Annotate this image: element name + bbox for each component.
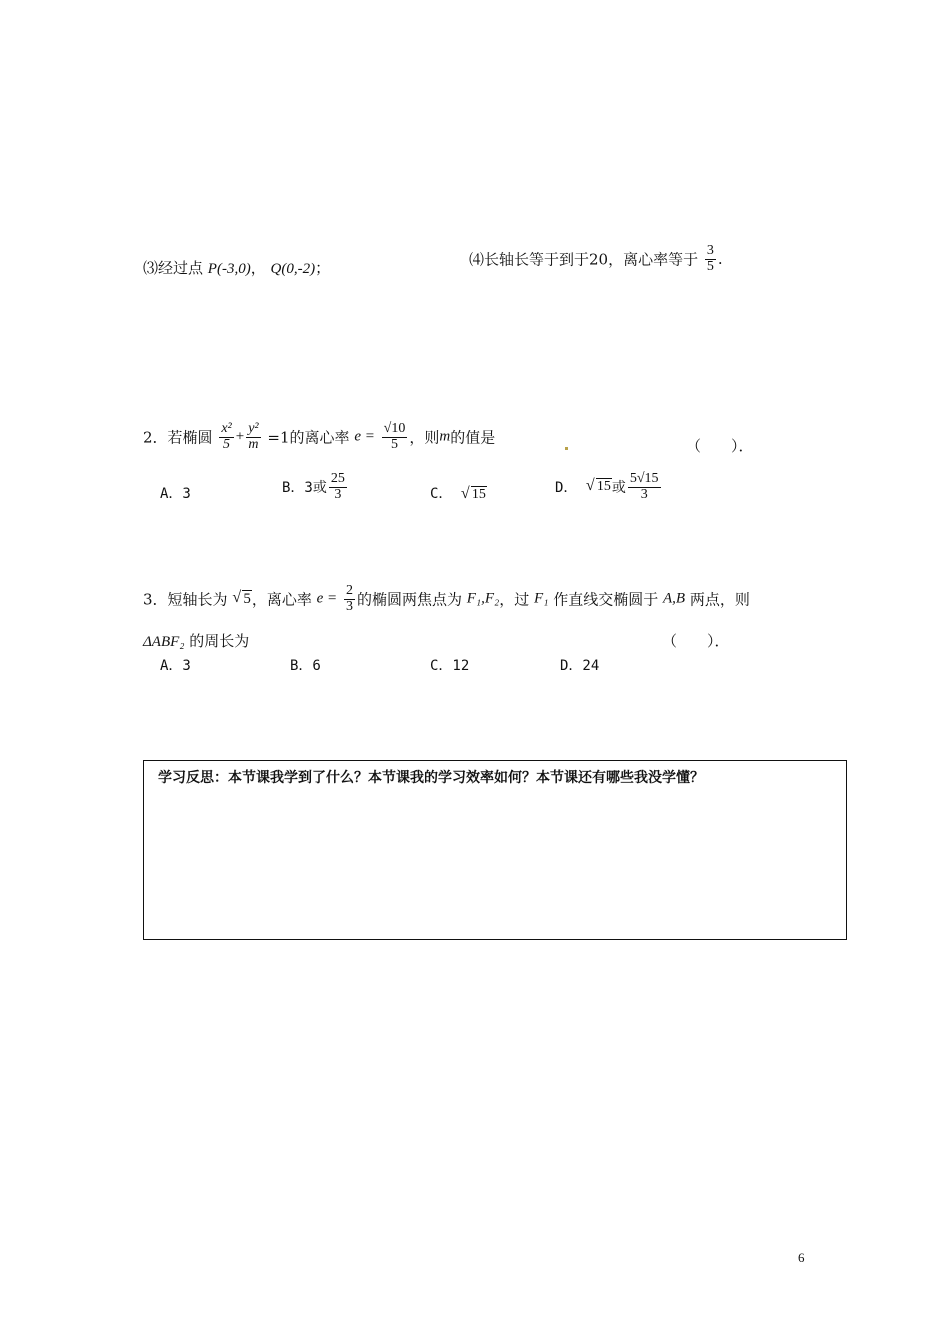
q2-stem: 2．若椭圆 $\frac{\text{x²}}{5}$ + $\frac{\text{y²}}{m}$ =1的离心率 e = $\frac{√10}{5}$ ，则m的值是 [143,421,496,452]
q3-choice-a: A．3 [160,658,191,674]
q2-fraction-x: $\frac{\text{x²}}{5}$ [221,421,232,452]
q2-choice-d: D． √ 15或 $\frac{5√15}{3}$ [555,471,659,502]
q2-answer-paren: （ ）． [686,437,754,455]
sqrt-symbol: √ [232,588,242,606]
sqrt-symbol: √ [460,485,470,502]
q3-choice-d: D．24 [560,658,600,674]
q3-answer-paren: （ ）． [662,632,730,650]
q1-part4: ⑷长轴长等于到于20，离心率等于 $\frac{3}{5}$ . [469,243,723,274]
q2-choice-a: A．3 [160,486,191,502]
reflection-title: 学习反思：本节课我学到了什么？本节课我的学习效率如何？本节课还有哪些我没学懂？ [158,770,704,786]
q1-part3: ⑶经过点 P(-3,0)， Q(0,-2)； [143,259,331,277]
sqrt-symbol: √ [585,477,595,495]
q3-choice-b: B．6 [290,658,321,674]
reflection-box [143,760,847,940]
q3-stem: 3．短轴长为 √ 5，离心率 e = $\frac{2}{3}$ 的椭圆两焦点为 F₁,F₂，过 F₁ 作直线交椭圆于 A,B 两点，则 [143,583,750,614]
q3-line2: ΔABF₂ 的周长为 [143,632,250,650]
point-p: P(-3,0) [207,261,251,277]
page-number: 6 [798,1250,805,1265]
q3-choice-c: C．12 [430,658,470,674]
point-q: Q(0,-2) [270,261,316,277]
q2-choice-c: C． √ 15 [430,485,486,502]
q2-eccentricity: $\frac{√10}{5}$ [383,421,406,452]
stray-mark [565,447,568,450]
q2-choice-b: B．3或 $\frac{25}{3}$ [282,471,345,502]
q2-fraction-y: $\frac{\text{y²}}{m}$ [248,421,259,452]
eccentricity-fraction: $\frac{3}{5}$ [706,243,714,274]
q3-eccentricity: $\frac{2}{3}$ [345,583,353,614]
